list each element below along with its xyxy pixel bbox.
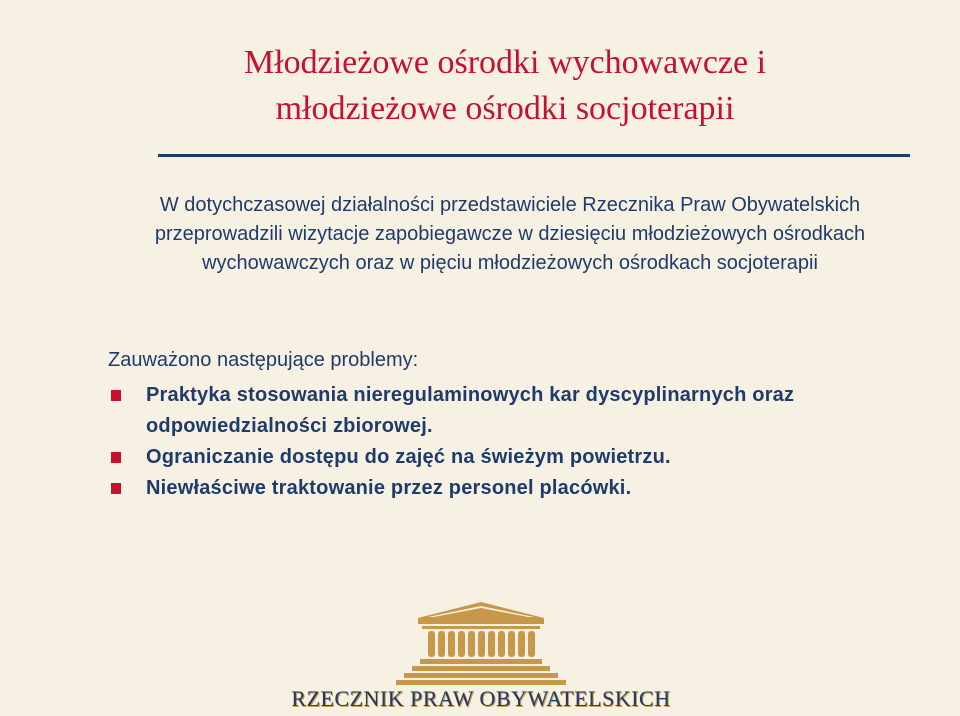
organization-name: RZECZNIK PRAW OBYWATELSKICH: [291, 686, 671, 711]
institution-building-icon: [378, 598, 584, 688]
problem-list: [108, 380, 868, 504]
problem-item: [108, 442, 868, 473]
problem-text: Niewłaściwe traktowanie przez personel placówki.: [146, 477, 632, 499]
title-divider: [158, 154, 910, 157]
slide-title: Młodzieżowe ośrodki wychowawcze i młodzieżowe ośrodki socjoterapii: [243, 44, 767, 127]
problem-item: [108, 473, 868, 504]
intro-paragraph: W dotychczasowej działalności przedstawiciele Rzecznika Praw Obywatelskich przeprowadzili wizytacje zapobiegawcze w dziesięciu młodzieżowych ośrodkach wychowawczych oraz w pięciu młodzieżowych ośrodkach socjoterapii: [154, 194, 866, 274]
square-bullet-icon: [111, 452, 121, 463]
problem-text: Ograniczanie dostępu do zajęć na świeżym powietrzu.: [146, 446, 671, 468]
square-bullet-icon: [111, 483, 121, 494]
problems-heading: Zauważono następujące problemy:: [108, 349, 419, 371]
problem-item: [108, 380, 868, 442]
square-bullet-icon: [111, 390, 121, 401]
problem-text: Praktyka stosowania nieregulaminowych kar dyscyplinarnych oraz odpowiedzialności zbiorowej.: [146, 384, 795, 437]
